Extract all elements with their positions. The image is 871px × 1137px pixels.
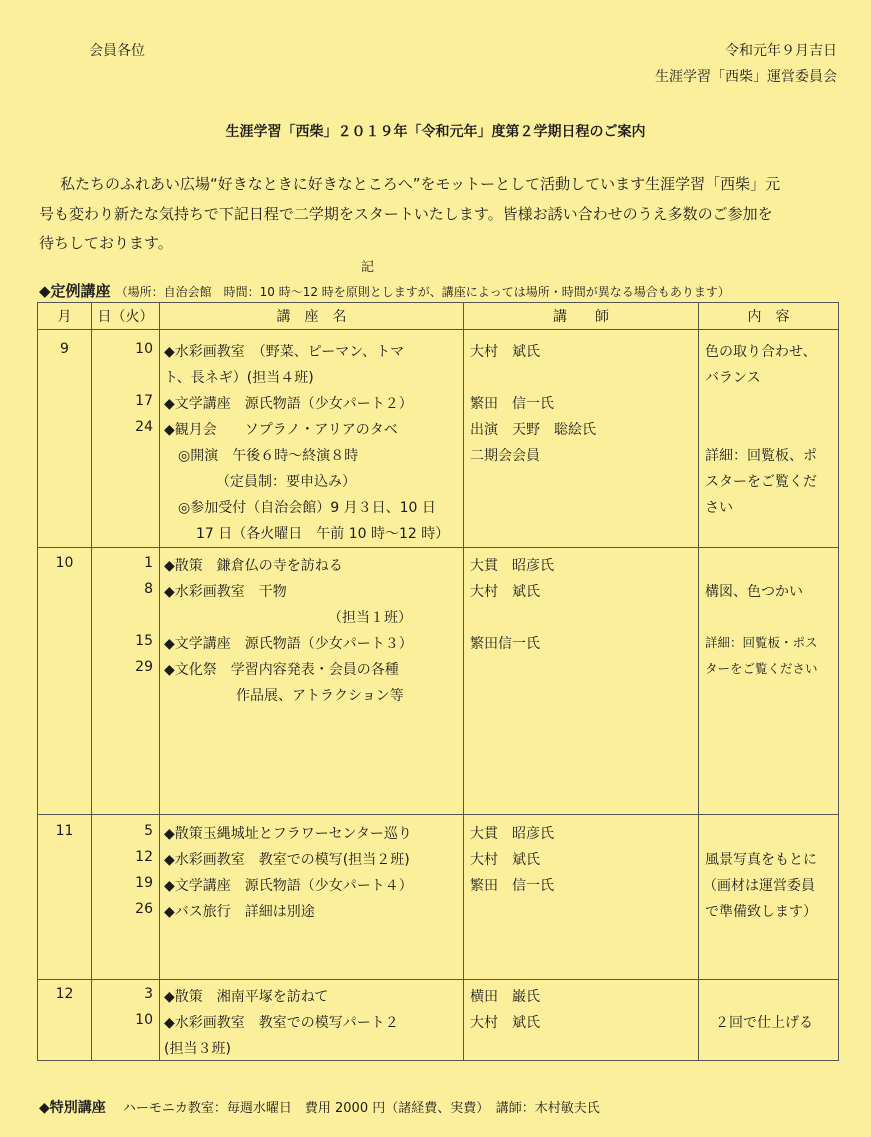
instructor-cell: 二期会会員 bbox=[470, 448, 540, 464]
day-cell: 5 bbox=[144, 823, 153, 839]
course-cell: ◆散策 湘南平塚を訪ねて bbox=[164, 989, 329, 1005]
instructor-cell: 大村 斌氏 bbox=[470, 584, 540, 600]
course-cell: ◆文学講座 源氏物語（少女パート３） bbox=[164, 636, 413, 652]
content-cell: で準備致します） bbox=[705, 904, 817, 920]
month-cell: 10 bbox=[55, 555, 74, 571]
course-cell: （定員制：要申込み） bbox=[216, 474, 356, 490]
regular-course-heading bbox=[39, 280, 730, 301]
instructor-cell: 繁田信一氏 bbox=[470, 636, 540, 652]
special-course-label: ◆特別講座 bbox=[39, 1100, 106, 1116]
day-cell: 15 bbox=[135, 633, 153, 649]
content-cell: 詳細：回覧板、ポ bbox=[705, 448, 817, 464]
day-cell: 29 bbox=[135, 659, 153, 675]
instructor-cell: 大貫 昭彦氏 bbox=[470, 558, 554, 574]
day-cell: 10 bbox=[135, 1012, 153, 1028]
intro-line-2: 号も変わり新たな気持ちで下記日程で二学期をスタートいたします。皆様お誘い合わせのうえ多数のご参加を bbox=[39, 205, 773, 223]
instructor-cell: 繁田 信一氏 bbox=[470, 878, 554, 894]
course-cell: ◆水彩画教室 教室での模写パート２ bbox=[164, 1015, 399, 1031]
content-cell: 詳細：回覧板・ポス bbox=[705, 635, 818, 650]
course-cell: ◆文学講座 源氏物語（少女パート２） bbox=[164, 396, 413, 412]
header-content: 内 容 bbox=[699, 303, 839, 330]
instructor-cell: 大村 斌氏 bbox=[470, 1015, 540, 1031]
content-cell: スターをご覧くだ bbox=[705, 474, 817, 490]
content-cell: 構図、色つかい bbox=[705, 584, 803, 600]
content-cell: 色の取り合わせ、 bbox=[705, 344, 817, 360]
instructor-cell: 繁田 信一氏 bbox=[470, 396, 554, 412]
addressee: 会員各位 bbox=[89, 43, 145, 59]
page-title: 生涯学習「西柴」２０１９年「令和元年」度第２学期日程のご案内 bbox=[225, 124, 646, 140]
course-cell: ◆観月会 ソプラノ・アリアのタベ bbox=[164, 422, 398, 438]
course-cell: ◆水彩画教室 干物 bbox=[164, 584, 287, 600]
day-cell: 17 bbox=[135, 393, 153, 409]
instructor-cell: 大村 斌氏 bbox=[470, 852, 540, 868]
header-instructor: 講 師 bbox=[464, 303, 699, 330]
table-row-november bbox=[38, 815, 839, 980]
date: 令和元年９月吉日 bbox=[725, 43, 837, 59]
intro-line-3: 待ちしております。 bbox=[39, 234, 173, 252]
table-row-december bbox=[38, 980, 839, 1061]
sender: 生涯学習「西柴」運営委員会 bbox=[655, 69, 837, 85]
course-cell: ◆文学講座 源氏物語（少女パート４） bbox=[164, 878, 413, 894]
content-cell: ２回で仕上げる bbox=[715, 1015, 813, 1031]
course-cell: 17 日（各火曜日 午前 10 時～12 時） bbox=[196, 526, 450, 542]
day-cell: 1 bbox=[144, 555, 153, 571]
course-cell: （担当１班） bbox=[328, 610, 412, 626]
course-cell: ◆バス旅行 詳細は別途 bbox=[164, 904, 315, 920]
ki-mark: 記 bbox=[361, 260, 375, 275]
day-cell: 26 bbox=[135, 901, 153, 917]
course-cell: ◎参加受付（自治会館）9 月３日、10 日 bbox=[178, 500, 436, 516]
instructor-cell: 横田 巌氏 bbox=[470, 989, 540, 1005]
course-cell: ◆水彩画教室 （野菜、ピーマン、トマ bbox=[164, 344, 405, 360]
content-cell: バランス bbox=[705, 370, 761, 386]
day-cell: 8 bbox=[144, 581, 153, 597]
table-row-october bbox=[38, 548, 839, 815]
day-cell: 10 bbox=[135, 341, 153, 357]
day-cell: 12 bbox=[135, 849, 153, 865]
course-cell: ◆散策 鎌倉仏の寺を訪ねる bbox=[164, 558, 343, 574]
day-cell: 19 bbox=[135, 875, 153, 891]
header-month: 月 bbox=[38, 303, 92, 330]
instructor-cell: 出演 天野 聡絵氏 bbox=[470, 422, 596, 438]
regular-course-note: （場所：自治会館 時間：10 時～12 時を原則としますが、講座によっては場所・時間が異なる場合もあります） bbox=[115, 285, 730, 299]
regular-course-label: ◆定例講座 bbox=[39, 282, 111, 300]
course-cell: ◎開演 午後６時～終演８時 bbox=[178, 448, 359, 464]
course-cell: ◆文化祭 学習内容発表・会員の各種 bbox=[164, 662, 399, 678]
content-cell: 風景写真をもとに bbox=[705, 852, 817, 868]
course-cell: ト、長ネギ）(担当４班) bbox=[164, 370, 314, 386]
instructor-cell: 大貫 昭彦氏 bbox=[470, 826, 554, 842]
header-course: 講 座 名 bbox=[160, 303, 464, 330]
table-row-september bbox=[38, 330, 839, 548]
course-cell: ◆水彩画教室 教室での模写(担当２班) bbox=[164, 852, 410, 868]
special-course bbox=[39, 1097, 600, 1117]
month-cell: 11 bbox=[55, 823, 74, 839]
content-cell: さい bbox=[705, 500, 733, 516]
table-header-row bbox=[38, 303, 839, 330]
content-cell: （画材は運営委員 bbox=[703, 878, 815, 894]
instructor-cell: 大村 斌氏 bbox=[470, 344, 540, 360]
content-cell: ターをご覧ください bbox=[705, 661, 818, 676]
month-cell: 9 bbox=[60, 341, 69, 357]
special-course-text: ハーモニカ教室：毎週水曜日 費用 2000 円（諸経費、実費） 講師：木村敏夫氏 bbox=[122, 1101, 600, 1116]
day-cell: 24 bbox=[135, 419, 153, 435]
course-cell: 作品展、アトラクション等 bbox=[236, 688, 404, 704]
month-cell: 12 bbox=[55, 986, 74, 1002]
course-cell: ◆散策玉縄城址とフラワーセンター巡り bbox=[164, 826, 412, 842]
header-day: 日（火） bbox=[92, 303, 160, 330]
day-cell: 3 bbox=[144, 986, 153, 1002]
schedule-table bbox=[37, 302, 839, 1061]
course-cell: (担当３班) bbox=[164, 1041, 231, 1057]
intro-line-1: 私たちのふれあい広場“好きなときに好きなところへ”をモットーとして活動しています生涯学習「西柴」元 bbox=[60, 175, 781, 193]
